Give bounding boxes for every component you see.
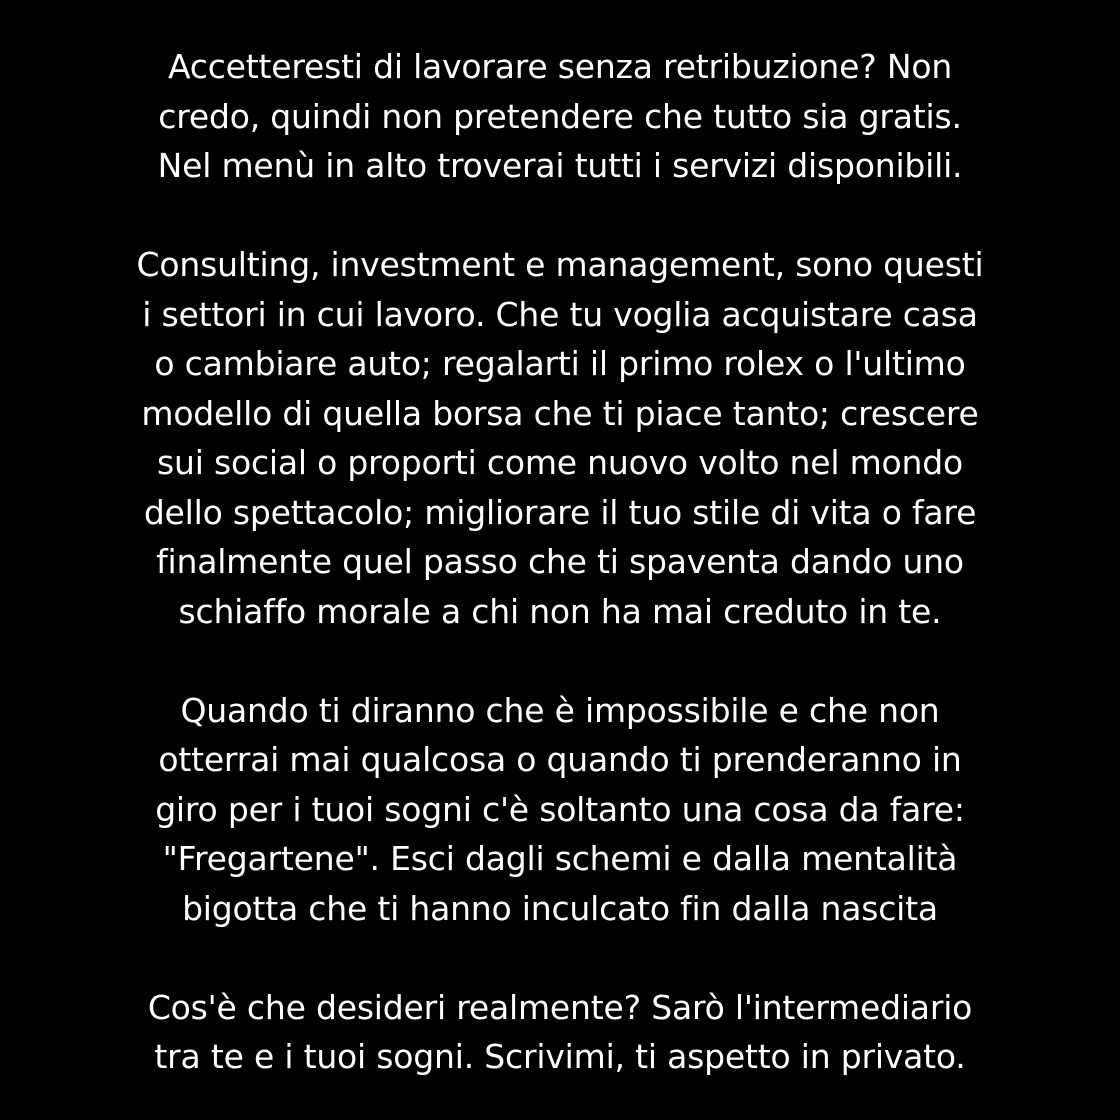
text-line: i settori in cui lavoro. Che tu voglia acquistare casa xyxy=(142,294,978,334)
text-line: Quando ti diranno che è impossibile e che non xyxy=(180,690,940,730)
text-line: Cos'è che desideri realmente? Sarò l'intermediario xyxy=(147,987,973,1027)
paragraph-intro xyxy=(40,42,1080,191)
text-line: "Fregartene". Esci dagli schemi e dalla mentalità xyxy=(162,839,958,878)
text-line: finalmente quel passo che ti spaventa dando uno xyxy=(156,542,964,581)
post-text xyxy=(40,42,1080,1082)
paragraph-services xyxy=(40,240,1080,636)
text-line: Consulting, investment e management, sono questi xyxy=(136,245,984,284)
text-line: tra te e i tuoi sogni. Scrivimi, ti aspetto in privato. xyxy=(154,1037,966,1076)
paragraph-motivation xyxy=(40,686,1080,934)
text-line: dello spettacolo; migliorare il tuo stile di vita o fare xyxy=(143,492,977,532)
text-line: schiaffo morale a chi non ha mai creduto in te. xyxy=(178,591,942,631)
text-line: o cambiare auto; regalarti il primo rolex o l'ultimo xyxy=(154,344,966,383)
text-line: otterrai mai qualcosa o quando ti prenderanno in xyxy=(158,740,962,779)
text-line: giro per i tuoi sogni c'è soltanto una cosa da fare: xyxy=(155,789,965,829)
text-line: sui social o proporti come nuovo volto nel mondo xyxy=(157,443,963,482)
text-line: bigotta che ti hanno inculcato fin dalla nascita xyxy=(182,888,938,928)
paragraph-closing xyxy=(40,983,1080,1082)
text-line: credo, quindi non pretendere che tutto sia gratis. xyxy=(158,96,962,136)
text-line: modello di quella borsa che ti piace tanto; crescere xyxy=(141,393,979,433)
text-line: Nel menù in alto troverai tutti i servizi disponibili. xyxy=(157,146,963,185)
text-line: Accetteresti di lavorare senza retribuzione? Non xyxy=(167,47,953,86)
